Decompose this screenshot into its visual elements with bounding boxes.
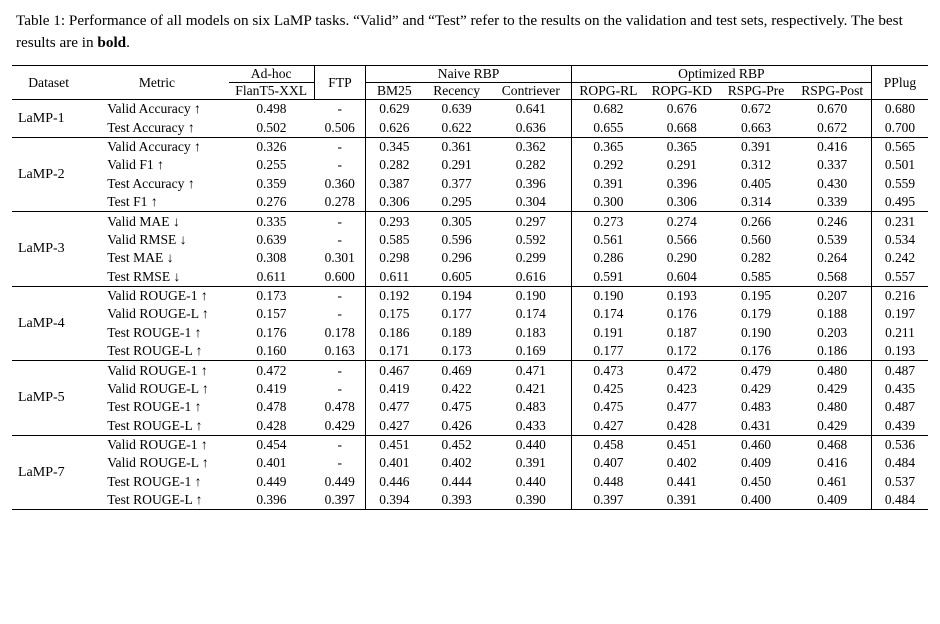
value-cell: 0.176 (666, 306, 697, 322)
metric-label: Test ROUGE-L ↑ (107, 492, 203, 508)
value-cell: 0.326 (256, 139, 287, 155)
metric-label: Valid MAE ↓ (107, 213, 180, 229)
value-cell: 0.391 (740, 139, 772, 155)
table-row (12, 324, 928, 342)
value-cell: 0.663 (740, 119, 772, 135)
value-cell: 0.639 (441, 101, 472, 117)
value-cell: 0.440 (515, 437, 546, 453)
value-cell: 0.452 (441, 437, 472, 453)
value-cell: 0.295 (441, 194, 472, 210)
metric-label: Valid ROUGE-1 ↑ (107, 437, 208, 453)
value-cell: 0.427 (571, 417, 645, 436)
table-row (12, 175, 928, 193)
value-cell: 0.160 (256, 343, 287, 359)
value-cell: 0.188 (817, 306, 848, 322)
value-cell: - (337, 157, 342, 173)
value-cell: 0.276 (256, 194, 287, 210)
value-cell: 0.394 (366, 491, 423, 510)
metric-label: Test Accuracy ↑ (107, 119, 195, 135)
value-cell: 0.439 (871, 417, 928, 436)
value-cell: 0.477 (666, 399, 697, 415)
value-cell: - (337, 231, 342, 247)
table-row (12, 417, 928, 436)
metric-label: Valid ROUGE-L ↑ (107, 306, 209, 322)
header-sub-rspg-post: RSPG-Post (801, 83, 864, 99)
value-cell: 0.391 (571, 175, 645, 193)
value-cell: 0.335 (256, 213, 287, 229)
value-cell: 0.174 (571, 305, 645, 323)
value-cell: 0.390 (515, 492, 546, 508)
value-cell: 0.189 (441, 324, 472, 340)
value-cell: 0.479 (740, 362, 772, 378)
metric-label: Valid ROUGE-L ↑ (107, 455, 209, 471)
value-cell: 0.402 (441, 455, 472, 471)
value-cell: 0.186 (817, 343, 848, 359)
value-cell: 0.472 (666, 362, 697, 378)
value-cell: 0.596 (441, 231, 472, 247)
value-cell: 0.461 (817, 473, 848, 489)
value-cell: 0.433 (515, 417, 546, 433)
value-cell: 0.401 (366, 454, 423, 472)
value-cell: 0.407 (571, 454, 645, 472)
value-cell: 0.345 (366, 138, 423, 156)
value-cell: 0.484 (871, 454, 928, 472)
value-cell: 0.483 (740, 399, 772, 415)
value-cell: 0.193 (871, 342, 928, 361)
metric-label: Test ROUGE-1 ↑ (107, 399, 202, 415)
metric-label: Valid ROUGE-1 ↑ (107, 288, 208, 304)
value-cell: 0.255 (256, 157, 287, 173)
table-row (12, 361, 928, 379)
value-cell: 0.629 (366, 100, 423, 118)
value-cell: 0.190 (571, 287, 645, 305)
value-cell: 0.454 (256, 437, 287, 453)
value-cell: 0.676 (666, 101, 697, 117)
value-cell: 0.444 (441, 473, 472, 489)
value-cell: 0.177 (571, 342, 645, 361)
value-cell: 0.592 (515, 231, 546, 247)
table-row (12, 398, 928, 416)
value-cell: 0.440 (515, 473, 546, 489)
value-cell: 0.478 (256, 399, 287, 415)
header-sub-contriever: Contriever (501, 83, 560, 99)
value-cell: 0.176 (740, 343, 772, 359)
value-cell: 0.477 (366, 398, 423, 416)
value-cell: 0.428 (666, 417, 697, 433)
value-cell: 0.216 (871, 287, 928, 305)
value-cell: 0.264 (817, 250, 848, 266)
value-cell: 0.282 (366, 156, 423, 174)
value-cell: 0.431 (740, 417, 772, 433)
table-row (12, 436, 928, 454)
value-cell: 0.393 (441, 492, 472, 508)
value-cell: 0.460 (740, 437, 772, 453)
value-cell: 0.475 (571, 398, 645, 416)
metric-label: Valid RMSE ↓ (107, 231, 187, 247)
value-cell: 0.425 (571, 380, 645, 398)
value-cell: 0.266 (740, 213, 772, 229)
value-cell: 0.314 (740, 194, 772, 210)
value-cell: 0.565 (871, 138, 928, 156)
value-cell: 0.429 (817, 417, 848, 433)
table-row (12, 138, 928, 156)
value-cell: 0.428 (256, 417, 287, 433)
value-cell: 0.360 (324, 175, 355, 191)
header-sub-recency: Recency (433, 83, 480, 99)
value-cell: 0.175 (366, 305, 423, 323)
metric-label: Test MAE ↓ (107, 250, 174, 266)
value-cell: 0.299 (515, 250, 546, 266)
value-cell: 0.377 (441, 175, 472, 191)
table-bottom-rule (12, 510, 928, 511)
metric-label: Test ROUGE-L ↑ (107, 343, 203, 359)
value-cell: 0.448 (571, 473, 645, 491)
metric-label: Test ROUGE-1 ↑ (107, 473, 202, 489)
value-cell: - (337, 139, 342, 155)
value-cell: 0.292 (571, 156, 645, 174)
header-group-row (12, 66, 928, 83)
metric-label: Test Accuracy ↑ (107, 175, 195, 191)
value-cell: 0.450 (740, 473, 772, 489)
value-cell: - (337, 455, 342, 471)
value-cell: 0.278 (324, 194, 355, 210)
value-cell: 0.449 (324, 473, 355, 489)
dataset-name: LaMP-7 (18, 464, 65, 480)
value-cell: 0.471 (515, 362, 546, 378)
value-cell: 0.622 (441, 119, 472, 135)
table-row (12, 287, 928, 305)
value-cell: 0.430 (817, 175, 848, 191)
dataset-name: LaMP-5 (18, 390, 65, 406)
value-cell: 0.211 (871, 324, 928, 342)
value-cell: 0.502 (256, 119, 287, 135)
value-cell: 0.429 (324, 417, 355, 433)
value-cell: 0.536 (871, 436, 928, 454)
header-group-optimized-rbp: Optimized RBP (571, 66, 871, 83)
table-row (12, 342, 928, 361)
value-cell: 0.451 (366, 436, 423, 454)
value-cell: 0.391 (666, 492, 697, 508)
value-cell: - (337, 306, 342, 322)
value-cell: 0.668 (666, 119, 697, 135)
value-cell: 0.468 (817, 437, 848, 453)
metric-label: Valid Accuracy ↑ (107, 101, 201, 117)
value-cell: 0.176 (256, 324, 287, 340)
table-row (12, 454, 928, 472)
value-cell: 0.600 (324, 268, 355, 284)
value-cell: 0.291 (666, 157, 697, 173)
value-cell: 0.421 (515, 380, 546, 396)
value-cell: 0.400 (740, 492, 772, 508)
value-cell: 0.362 (515, 139, 546, 155)
value-cell: 0.451 (666, 437, 697, 453)
value-cell: 0.297 (515, 213, 546, 229)
value-cell: 0.301 (324, 250, 355, 266)
metric-label: Valid F1 ↑ (107, 157, 164, 173)
value-cell: 0.207 (817, 288, 848, 304)
value-cell: 0.179 (740, 306, 772, 322)
value-cell: 0.172 (666, 343, 697, 359)
table-row (12, 100, 928, 118)
value-cell: - (337, 101, 342, 117)
value-cell: 0.506 (324, 119, 355, 135)
value-cell: 0.337 (817, 157, 848, 173)
value-cell: 0.173 (256, 288, 287, 304)
value-cell: 0.561 (571, 231, 645, 249)
value-cell: - (337, 380, 342, 396)
value-cell: 0.242 (871, 249, 928, 267)
value-cell: 0.611 (366, 268, 423, 287)
table-row (12, 380, 928, 398)
value-cell: 0.365 (571, 138, 645, 156)
header-sub-rspg-pre: RSPG-Pre (727, 83, 785, 99)
table-row (12, 491, 928, 510)
value-cell: 0.391 (515, 455, 546, 471)
value-cell: 0.282 (740, 250, 772, 266)
header-sub-ropg-kd: ROPG-KD (651, 83, 713, 99)
value-cell: 0.203 (817, 324, 848, 340)
value-cell: 0.290 (666, 250, 697, 266)
metric-label: Test ROUGE-1 ↑ (107, 324, 202, 340)
caption-prefix: Table 1: Performance of all models on six LaMP tasks. “Valid” and “Test” refer to the results on the validation and test sets, respectively. The best results are in (16, 12, 903, 51)
metric-label: Test RMSE ↓ (107, 268, 181, 284)
value-cell: 0.396 (666, 175, 697, 191)
value-cell: 0.177 (441, 306, 472, 322)
value-cell: 0.655 (571, 119, 645, 138)
value-cell: 0.339 (817, 194, 848, 210)
value-cell: 0.537 (871, 473, 928, 491)
table-row (12, 473, 928, 491)
value-cell: 0.585 (740, 268, 772, 284)
value-cell: 0.495 (871, 193, 928, 212)
value-cell: 0.286 (571, 249, 645, 267)
value-cell: - (337, 437, 342, 453)
table-row (12, 249, 928, 267)
metric-label: Valid ROUGE-1 ↑ (107, 362, 208, 378)
value-cell: 0.478 (324, 399, 355, 415)
metric-label: Valid Accuracy ↑ (107, 139, 201, 155)
value-cell: 0.484 (871, 491, 928, 510)
value-cell: 0.396 (515, 175, 546, 191)
value-cell: 0.435 (871, 380, 928, 398)
table-row (12, 119, 928, 138)
value-cell: 0.419 (256, 380, 287, 396)
value-cell: 0.396 (256, 492, 287, 508)
value-cell: 0.402 (666, 455, 697, 471)
header-dataset: Dataset (28, 74, 69, 90)
value-cell: - (337, 362, 342, 378)
value-cell: 0.387 (366, 175, 423, 193)
value-cell: 0.405 (740, 175, 772, 191)
value-cell: 0.487 (871, 398, 928, 416)
value-cell: 0.616 (515, 268, 546, 284)
header-sub-flant5-xxl: FlanT5-XXL (235, 83, 308, 99)
value-cell: 0.246 (817, 213, 848, 229)
dataset-name: LaMP-1 (18, 110, 65, 126)
value-cell: 0.467 (366, 361, 423, 379)
header-sub-ropg-rl: ROPG-RL (571, 83, 645, 100)
value-cell: 0.487 (871, 361, 928, 379)
value-cell: 0.498 (256, 101, 287, 117)
value-cell: 0.566 (666, 231, 697, 247)
value-cell: 0.401 (256, 455, 287, 471)
header-group-ad-hoc: Ad-hoc (229, 66, 315, 83)
value-cell: 0.501 (871, 156, 928, 174)
value-cell: 0.591 (571, 268, 645, 287)
value-cell: 0.416 (817, 139, 848, 155)
table-row (12, 305, 928, 323)
value-cell: 0.611 (256, 268, 287, 284)
value-cell: 0.473 (571, 361, 645, 379)
value-cell: 0.305 (441, 213, 472, 229)
value-cell: 0.312 (740, 157, 772, 173)
value-cell: 0.308 (256, 250, 287, 266)
value-cell: 0.475 (441, 399, 472, 415)
value-cell: 0.291 (441, 157, 472, 173)
value-cell: 0.195 (740, 288, 772, 304)
value-cell: 0.190 (515, 288, 546, 304)
value-cell: 0.539 (817, 231, 848, 247)
value-cell: 0.449 (256, 473, 287, 489)
value-cell: 0.427 (366, 417, 423, 436)
value-cell: 0.157 (256, 306, 287, 322)
table-row (12, 193, 928, 212)
value-cell: 0.585 (366, 231, 423, 249)
metric-label: Test ROUGE-L ↑ (107, 417, 203, 433)
value-cell: 0.641 (515, 101, 546, 117)
value-cell: 0.186 (366, 324, 423, 342)
value-cell: 0.426 (441, 417, 472, 433)
table-row (12, 156, 928, 174)
value-cell: 0.169 (515, 343, 546, 359)
value-cell: 0.183 (515, 324, 546, 340)
value-cell: 0.441 (666, 473, 697, 489)
value-cell: 0.174 (515, 306, 546, 322)
value-cell: 0.557 (871, 268, 928, 287)
value-cell: 0.193 (666, 288, 697, 304)
header-group-pplug: PPlug (871, 66, 928, 100)
value-cell: 0.192 (366, 287, 423, 305)
value-cell: 0.274 (666, 213, 697, 229)
dataset-name: LaMP-4 (18, 315, 65, 331)
header-group-ftp: FTP (314, 66, 366, 100)
value-cell: 0.304 (515, 194, 546, 210)
value-cell: 0.282 (515, 157, 546, 173)
value-cell: 0.480 (817, 399, 848, 415)
value-cell: 0.670 (817, 101, 848, 117)
value-cell: 0.397 (324, 492, 355, 508)
caption-suffix: . (126, 33, 130, 51)
value-cell: 0.483 (515, 399, 546, 415)
value-cell: 0.682 (571, 100, 645, 118)
value-cell: 0.680 (871, 100, 928, 118)
value-cell: 0.187 (666, 324, 697, 340)
value-cell: 0.672 (740, 101, 772, 117)
value-cell: 0.273 (571, 212, 645, 230)
metric-label: Valid ROUGE-L ↑ (107, 380, 209, 396)
value-cell: 0.190 (740, 324, 772, 340)
header-metric: Metric (138, 74, 176, 90)
caption-bold-word: bold (97, 33, 127, 51)
value-cell: 0.639 (256, 231, 287, 247)
metric-label: Test F1 ↑ (107, 194, 158, 210)
header-group-naive-rbp: Naive RBP (366, 66, 571, 83)
value-cell: 0.178 (324, 324, 355, 340)
table-row (12, 268, 928, 287)
value-cell: 0.171 (366, 342, 423, 361)
value-cell: 0.397 (571, 491, 645, 510)
value-cell: 0.293 (366, 212, 423, 230)
value-cell: 0.419 (366, 380, 423, 398)
value-cell: 0.231 (871, 212, 928, 230)
value-cell: 0.416 (817, 455, 848, 471)
value-cell: 0.359 (256, 175, 287, 191)
value-cell: 0.446 (366, 473, 423, 491)
results-table (12, 65, 928, 510)
value-cell: 0.163 (324, 343, 355, 359)
value-cell: 0.423 (666, 380, 697, 396)
value-cell: 0.296 (441, 250, 472, 266)
value-cell: 0.429 (740, 380, 772, 396)
value-cell: 0.672 (817, 119, 848, 135)
rule-cell (12, 510, 928, 511)
header-sub-bm25: BM25 (366, 83, 423, 100)
value-cell: 0.191 (571, 324, 645, 342)
value-cell: 0.626 (366, 119, 423, 138)
value-cell: 0.361 (441, 139, 472, 155)
dataset-name: LaMP-3 (18, 241, 65, 257)
value-cell: 0.480 (817, 362, 848, 378)
value-cell: - (337, 288, 342, 304)
value-cell: 0.604 (666, 268, 697, 284)
value-cell: 0.559 (871, 175, 928, 193)
value-cell: 0.422 (441, 380, 472, 396)
value-cell: 0.409 (740, 455, 772, 471)
table-row (12, 231, 928, 249)
value-cell: 0.568 (817, 268, 848, 284)
value-cell: 0.306 (366, 193, 423, 212)
table-row (12, 212, 928, 230)
value-cell: 0.173 (441, 343, 472, 359)
value-cell: 0.429 (817, 380, 848, 396)
value-cell: 0.365 (666, 139, 697, 155)
value-cell: 0.560 (740, 231, 772, 247)
dataset-name: LaMP-2 (18, 166, 65, 182)
value-cell: 0.300 (571, 193, 645, 212)
value-cell: 0.636 (515, 119, 546, 135)
value-cell: 0.194 (441, 288, 472, 304)
value-cell: 0.197 (871, 305, 928, 323)
value-cell: 0.298 (366, 249, 423, 267)
value-cell: 0.469 (441, 362, 472, 378)
value-cell: 0.534 (871, 231, 928, 249)
table-caption (12, 10, 928, 53)
value-cell: 0.409 (817, 492, 848, 508)
value-cell: 0.458 (571, 436, 645, 454)
value-cell: - (337, 213, 342, 229)
value-cell: 0.472 (256, 362, 287, 378)
value-cell: 0.605 (441, 268, 472, 284)
value-cell: 0.306 (666, 194, 697, 210)
value-cell: 0.700 (871, 119, 928, 138)
